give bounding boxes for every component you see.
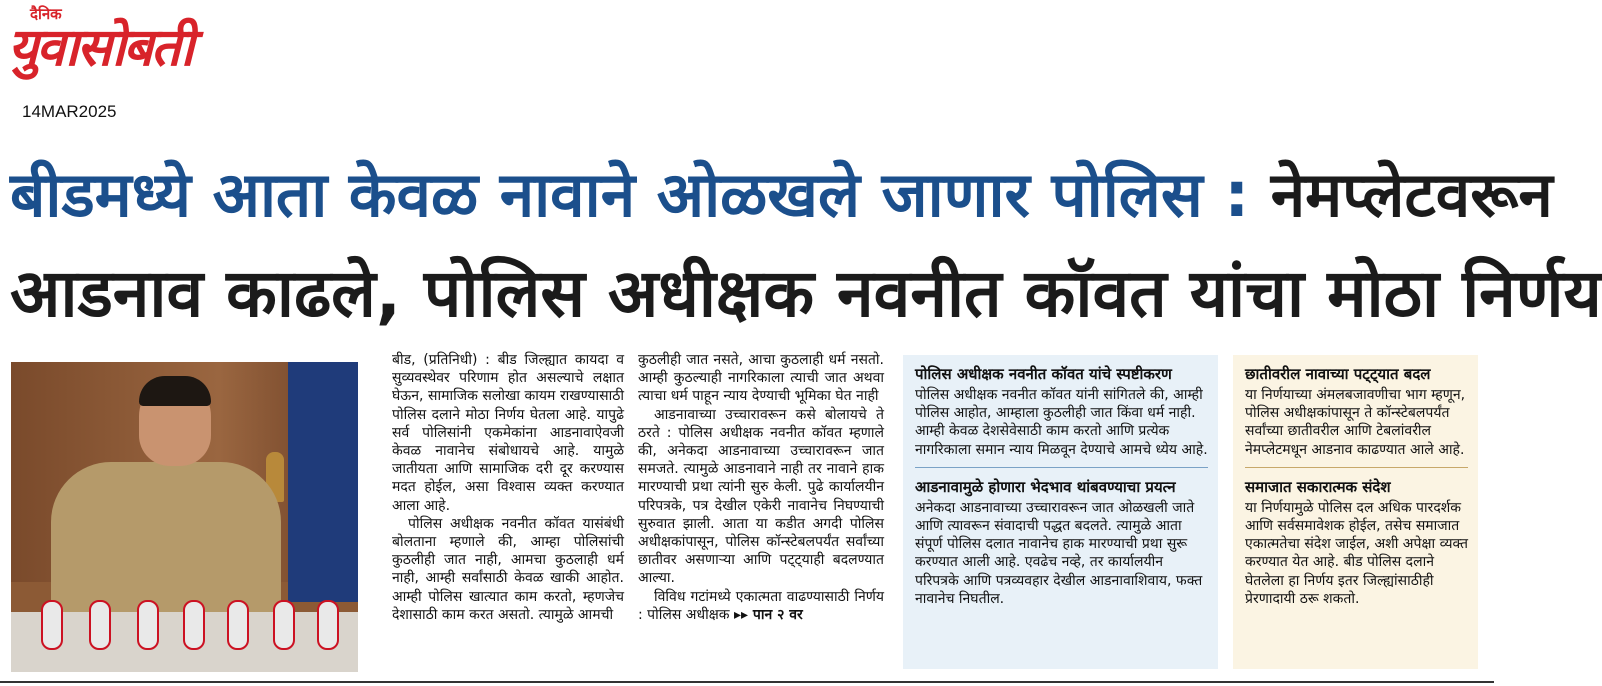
box-heading: समाजात सकारात्मक संदेश: [1245, 477, 1391, 496]
publication-date: 14MAR2025: [22, 102, 117, 121]
article-text: विविध गटांमध्ये एकात्मता वाढण्यासाठी निर्णय : पोलिस अधीक्षक: [638, 588, 884, 623]
headline-line-2: आडनाव काढले, पोलिस अधीक्षक नवनीत कॉवत यांचा मोठा निर्णय: [10, 255, 1602, 332]
bottom-rule: [0, 681, 1494, 683]
photo-police-banner: [288, 362, 358, 602]
article-paragraph: कुठलीही जात नसते, आचा कुठलाही धर्म नसतो. आम्ही कुठल्याही नागरिकाला त्याची जात अथवा त्याचा धर्म पाहून न्याय देण्याची भूमिका घेत नाही: [638, 352, 884, 405]
masthead-small-text: दैनिक: [30, 5, 62, 23]
photo-officer-uniform: [51, 462, 281, 622]
article-paragraph: [638, 588, 884, 624]
continued-link[interactable]: ▸▸ पान २ वर: [733, 606, 803, 623]
photo-microphone: [89, 600, 111, 650]
sidebar-box-blue: [903, 355, 1218, 669]
box-heading: पोलिस अधीक्षक नवनीत कॉवत यांचे स्पष्टीकरण: [915, 365, 1172, 383]
photo-microphone: [227, 600, 249, 650]
divider: [1245, 467, 1468, 468]
photo-microphone: [41, 600, 63, 650]
article-column-2: [638, 351, 884, 624]
article-column-1: [392, 351, 624, 624]
box-paragraph: पोलिस अधीक्षक नवनीत कॉवत यांनी सांगितले की, आम्ही पोलिस आहोत, आम्हाला कुठलीही जात किंवा धर्म नाही. आम्ही केवळ देशसेवेसाठी काम करतो आणि प्रत्येक नागरिकाला समान न्याय मिळवून देण्याचे आमचे ध्येय आहे.: [915, 387, 1208, 458]
news-photo: [11, 362, 358, 670]
photo-microphone: [183, 600, 205, 650]
box-paragraph: अनेकदा आडनावाच्या उच्चारावरून जात ओळखली जाते आणि त्यावरून संवादाची पद्धत बदलते. त्यामुळे आता संपूर्ण पोलिस दलात नावानेच हाक मारण्याची प्रथा सुरू करण्यात आली आहे. एवढेच नव्हे, तर कार्यालयीन परिपत्रके आणि पत्रव्यवहार देखील आडनावाशिवाय, फक्त नावानेच निघतील.: [915, 499, 1203, 607]
divider: [915, 467, 1208, 468]
article-paragraph: बीड, (प्रतिनिधी) : बीड जिल्ह्यात कायदा व सुव्यवस्थेवर परिणाम होत असल्याचे लक्षात घेऊन, सामाजिक सलोखा कायम राखण्यासाठी पोलिस दलाने मोठा निर्णय घेतला आहे. यापुढे सर्व पोलिसांनी एकमेकांना आडनावाऐवजी केवळ नावानेच संबोधायचे आहे. यामुळे जातीयता आणि सामाजिक दरी दूर करण्यास मदत होईल, असा विश्वास व्यक्त करण्यात आला आहे.: [392, 352, 624, 514]
masthead-logo: [8, 4, 308, 99]
article-paragraph: पोलिस अधीक्षक नवनीत कॉवत यासंबंधी बोलताना म्हणाले की, आम्हा पोलिसांची कुठलीही जात नाही, आमचा कुठलाही धर्म नाही, आम्ही सर्वांसाठी केवळ खाकी आहोत. आम्ही पोलिस खात्यात काम करतो, म्हणजेच देशासाठी काम करत असतो. त्यामुळे आमची: [392, 515, 624, 623]
photo-microphone: [137, 600, 159, 650]
box-heading: छातीवरील नावाच्या पट्ट्यात बदल: [1245, 365, 1431, 383]
article-paragraph: आडनावाच्या उच्चारावरून कसे बोलायचे ते ठरते : पोलिस अधीक्षक नवनीत कॉवत म्हणाले की, अनेकदा आडनावाच्या उच्चारावरून जात समजते. त्यामुळे आडनावाने नाही तर नावाने हाक मारण्याची प्रथा त्यांनी सुरु केली. पुढे कार्यालयीन परिपत्रके, पत्र देखील एकेरी नावानेच निघण्याची सुरुवात झाली. आता या कडीत अगदी पोलिस अधीक्षकांपासून, पोलिस कॉन्स्टेबलपर्यंत सर्वांच्या छातीवर असणाऱ्या आणि पट्ट्याही बदलण्यात आल्या.: [638, 406, 884, 587]
headline-line-1-dark: नेमप्लेटवरून: [1270, 158, 1553, 231]
sidebar-box-cream: [1233, 355, 1478, 669]
photo-microphone: [273, 600, 295, 650]
photo-officer-hair: [139, 376, 211, 406]
photo-microphone: [317, 600, 339, 650]
headline-line-1-blue: बीडमध्ये आता केवळ नावाने ओळखले जाणार पोलिस :: [10, 158, 1250, 231]
masthead-title: युवासोबती: [8, 18, 192, 78]
box-paragraph: या निर्णयाच्या अंमलबजावणीचा भाग म्हणून, पोलिस अधीक्षकांपासून ते कॉन्स्टेबलपर्यंत सर्वांच्या छातीवरील आणि टेबलांवरील नेमप्लेटमधून आडनाव काढण्यात आले आहे.: [1245, 387, 1466, 458]
box-heading: आडनावामुळे होणारा भेदभाव थांबवण्याचा प्रयत्न: [915, 477, 1176, 496]
headline-line-1: [10, 150, 1553, 240]
box-paragraph: या निर्णयामुळे पोलिस दल अधिक पारदर्शक आणि सर्वसमावेशक होईल, तसेच समाजात एकात्मतेचा संदेश जाईल, अशी अपेक्षा व्यक्त करण्यात येत आहे. बीड पोलिस दलाने घेतलेला हा निर्णय इतर जिल्ह्यांसाठीही प्रेरणादायी ठरू शकतो.: [1245, 499, 1468, 607]
